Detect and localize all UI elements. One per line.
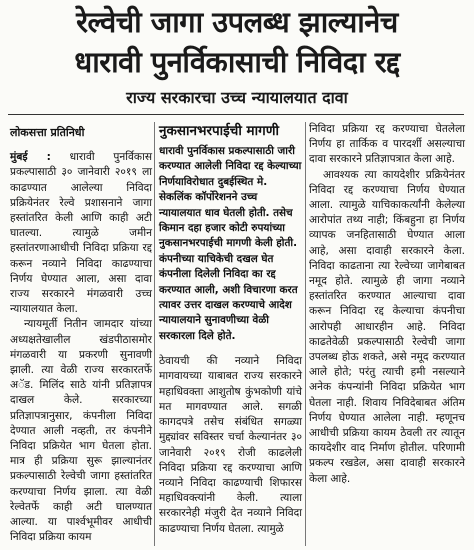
article-column-3 <box>309 122 465 487</box>
article-paragraph-4: निविदा प्रक्रिया रद्द करण्याचा घेतलेला निर्णय हा तार्किक व पारदर्शी असल्याचा दावा सरकारने प्रतिज्ञापत्रात केला आहे. <box>309 123 465 166</box>
paragraph-1-text: धारावी पुनर्विकास प्रकल्पासाठी ३० जानेवारी २०१९ ला काढण्यात आलेल्या निविदा प्रक्रियेनंतर रेल्वे प्रशासनाने जागा हस्तांतरित केली आणि काही अटी घातल्या. त्यामुळे जमीन हस्तांतरणाआधीची निविदा प्रक्रिया रद्द करून नव्याने निविदा काढण्याचा निर्णय घेण्यात आला, असा दावा राज्य सरकारने मंगळवारी उच्च न्यायालयात केला. <box>10 151 152 316</box>
article-paragraph-1 <box>10 150 152 317</box>
article-column-2 <box>159 122 302 537</box>
top-rule <box>8 114 464 115</box>
sidebar-box-heading: नुकसानभरपाईची मागणी <box>159 123 279 139</box>
byline: लोकसत्ता प्रतिनिधी <box>10 126 85 139</box>
article-column-1 <box>10 122 152 545</box>
column-divider-1 <box>154 122 155 546</box>
headline-line-1: रेल्वेची जागा उपलब्ध झाल्यानेच <box>76 5 398 39</box>
column-divider-2 <box>305 122 306 546</box>
sidebar-box-text: धारावी पुनर्विकास प्रकल्पासाठी जारी करण्यात आलेली निविदा रद्द केल्याच्या निर्णयाविरोधात दुबईस्थित मे. सेकलिंक कॉर्पोरेशनने उच्च न्यायालयात धाव घेतली होती. तसेच किमान दहा हजार कोटी रुपयांच्या नुकसानभरपाईची मागणी केली होती. कंपनीच्या याचिकेची दखल घेत कंपनीला दिलेली निविदा का रद्द करण्यात आली, अशी विचारणा करत त्यावर उत्तर दाखल करण्याचे आदेश न्यायालयाने सुनावणीच्या वेळी सरकारला दिले होते. <box>159 145 302 342</box>
headline-line-2: धारावी पुनर्विकासाची निविदा रद्द <box>74 45 400 79</box>
article-paragraph-5: आवश्यक त्या कायदेशीर प्रक्रियेनंतर निविदा रद्द करण्याचा निर्णय घेण्यात आला. त्यामुळे याचिकाकर्त्यांनी केलेल्या आरोपांत तथ्य नाही; किंबहुना हा निर्णय व्यापक जनहितासाठी घेण्यात आला आहे, असा दावाही सरकारने केला. निविदा काढताना त्या रेल्वेच्या जागेबाबत नमूद होते. त्यामुळे ही जागा नव्याने हस्तांतरित करण्यात आल्याचा दावा करून निविदा रद्द केल्याचा कंपनीचा आरोपही आधारहीन आहे. निविदा काढतेवेळी प्रकल्पासाठी रेल्वेची जागा उपलब्ध होऊ शकते, असे नमूद करण्यात आले होते; परंतु त्याची हमी नसल्याने अनेक कंपन्यांनी निविदा प्रक्रियेत भाग घेतला नाही. शिवाय निविदेबाबत अंतिम निर्णय घेण्यात आलेला नाही. म्हणूनच आधीची प्रक्रिया कायम ठेवली तर त्यातून कायदेशीर वाद निर्माण होतील. परिणामी प्रकल्प रखडेल, असा दावाही सरकारने केला आहे. <box>309 168 465 485</box>
article-paragraph-2: न्यायमूर्ती नितीन जामदार यांच्या अध्यक्षतेखालील खंडपीठासमोर मंगळवारी या प्रकरणी सुनावणी झाली. त्या वेळी राज्य सरकारतर्फे अॅड. मिलिंद साठे यांनी प्रतिज्ञापत्र दाखल केले. सरकारच्या प्रतिज्ञापत्रानुसार, कंपनीला निविदा देण्यात आली नव्हती, तर कंपनीने निविदा प्रक्रियेत भाग घेतला होता. मात्र ही प्रक्रिया सुरू झाल्यानंतर प्रकल्पासाठी रेल्वेची जागा हस्तांतरित करण्याचा निर्णय झाला. त्या वेळी रेल्वेतर्फे काही अटी घालण्यात आल्या. या पार्श्वभूमीवर आधीची निविदा प्रक्रिया कायम <box>10 318 152 544</box>
article-paragraph-3: ठेवायची की नव्याने निविदा मागवायच्या याबाबत राज्य सरकारने महाधिवक्ता आशुतोष कुंभकोणी यांचे मत मागवण्यात आले. सगळी कागदपत्रे तसेच संबंधित सगळ्या मुद्द्यांवर सविस्तर चर्चा केल्यानंतर ३० जानेवारी २०१९ रोजी काढलेली निविदा प्रक्रिया रद्द करण्याचा आणि नव्याने निविदा काढण्याची शिफारस महाधिवक्त्यांनी केली. त्याला सरकारनेही मंजुरी देत नव्याने निविदा काढण्याचा निर्णय घेतला. त्यामुळे <box>159 355 302 535</box>
dateline: मुंबई : <box>10 151 51 164</box>
subheading: राज्य सरकारचा उच्च न्यायालयात दावा <box>126 88 348 107</box>
